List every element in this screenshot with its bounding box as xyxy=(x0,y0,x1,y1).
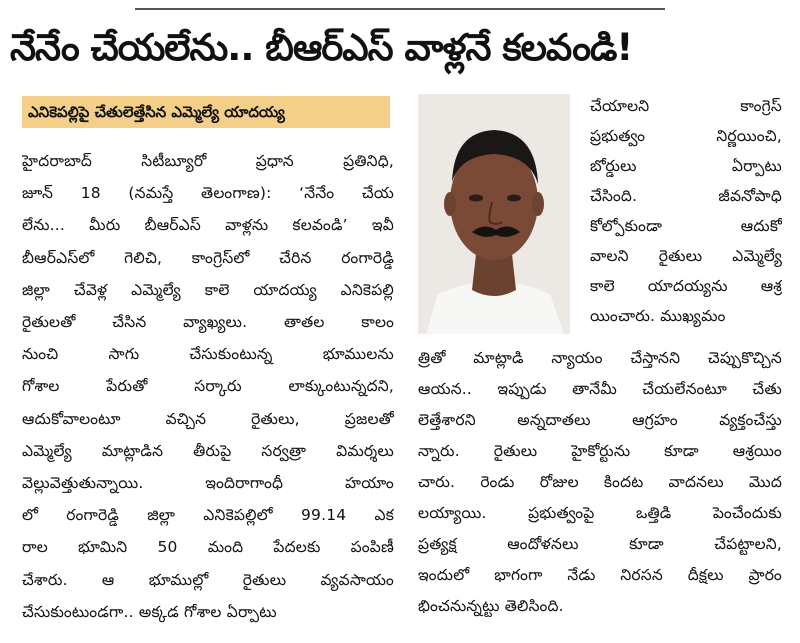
article-line: రైతులతో చేసిన వ్యాఖ్యలు. తాతల కాలం xyxy=(22,313,394,331)
article-line: న్నారు. రైతులు హైకోర్టును కూడా ఆశ్రయిం xyxy=(418,442,782,460)
article-line: చారు. రెండు రోజుల కిందట వాదనలు మొద xyxy=(418,473,782,491)
article-line: చేసింది. జీవనోపాధి xyxy=(590,187,782,205)
portrait-illustration xyxy=(418,94,570,334)
article-line: నుంచి సాగు చేసుకుంటున్న భూములను xyxy=(22,345,394,364)
article-line: కోల్పోకుండా ఆదుకో xyxy=(590,217,782,235)
article-line: కాలె యాదయ్యను ఆశ్ర xyxy=(590,277,782,295)
article-line: లయ్యాయి. ప్రభుత్వంపై ఒత్తిడి పెంచేందుకు xyxy=(418,504,782,522)
article-line: ప్రత్యక్ష ఆందోళనలు కూడా చేపట్టాలని, xyxy=(418,535,782,553)
article-line: భించనున్నట్టు తెలిసింది. xyxy=(418,597,564,615)
top-rule xyxy=(135,8,665,10)
article-line: రాల భూమిని 50 మంది పేదలకు పంపిణీ xyxy=(22,538,394,557)
article-line: వెల్లువెత్తుతున్నాయి. ఇందిరాగాంధీ హయాం xyxy=(22,474,394,492)
article-line: త్రితో మాట్లాడి న్యాయం చేస్తానని చెప్పుకొచ్చిన xyxy=(418,349,782,367)
subheadline: ఎనికెపల్లిపై చేతులెత్తేసిన ఎమ్మెల్యే యాదయ్య xyxy=(22,96,390,128)
article-line: యించారు. ముఖ్యమం xyxy=(590,307,726,325)
article-line: లెత్తేశారని అన్నదాతలు ఆగ్రహం వ్యక్తంచేస్తు xyxy=(418,411,782,429)
article-line: ఇందులో భాగంగా నేడు నిరసన దీక్షలు ప్రారం xyxy=(418,566,782,584)
article-line: బీఆర్‌ఎస్‌లో గెలిచి, కాంగ్రెస్‌లో చేరిన రంగారెడ్డి xyxy=(22,248,394,267)
headline: నేనేం చేయలేను.. బీఆర్‌ఎస్‌ వాళ్లనే కలవండి! xyxy=(10,26,633,69)
article-line: జూన్‌ 18 (నమస్తే తెలంగాణ): ‘నేనేం చేయ xyxy=(22,184,394,203)
article-line: ప్రభుత్వం నిర్ణయించి, xyxy=(590,127,782,145)
article-line: ఎమ్మెల్యే మాట్లాడిన తీరుపై సర్వత్రా విమర్శలు xyxy=(22,441,394,460)
article-line: ఆదుకోవాలంటూ వచ్చిన రైతులు, ప్రజలతో xyxy=(22,409,394,428)
article-line: హైదరాబాద్‌ సిటీబ్యూరో ప్రధాన ప్రతినిధి, xyxy=(22,152,394,170)
article-line: లో రంగారెడ్డి జిల్లా ఎనికెపల్లిలో 99.14 ఎక xyxy=(22,506,394,525)
article-line: వాలని రైతులు ఎమ్మెల్యే xyxy=(590,247,782,265)
article-line: గోశాల పేరుతో సర్కారు లాక్కుంటున్నదని, xyxy=(22,377,394,396)
mla-photo xyxy=(418,94,570,334)
article-line: ఆయన.. ఇప్పుడు తానేమీ చేయలేనంటూ చేతు xyxy=(418,380,782,398)
article-line: చేయాలని కాంగ్రెస్‌ xyxy=(590,97,782,115)
article-line: చేశారు. ఆ భూముల్లో రైతులు వ్యవసాయం xyxy=(22,570,394,589)
article-line: చేసుకుంటుండగా.. అక్కడ గోశాల ఏర్పాటు xyxy=(22,602,277,621)
article-line: బోర్డులు ఏర్పాటు xyxy=(590,157,782,175)
article-line: లేను... మీరు బీఆర్‌ఎస్‌ వాళ్లను కలవండి’ ఇవీ xyxy=(22,216,394,235)
article-line: జిల్లా చేవెళ్ల ఎమ్మెల్యే కాలె యాదయ్య ఎనికెపల్లి xyxy=(22,280,394,299)
